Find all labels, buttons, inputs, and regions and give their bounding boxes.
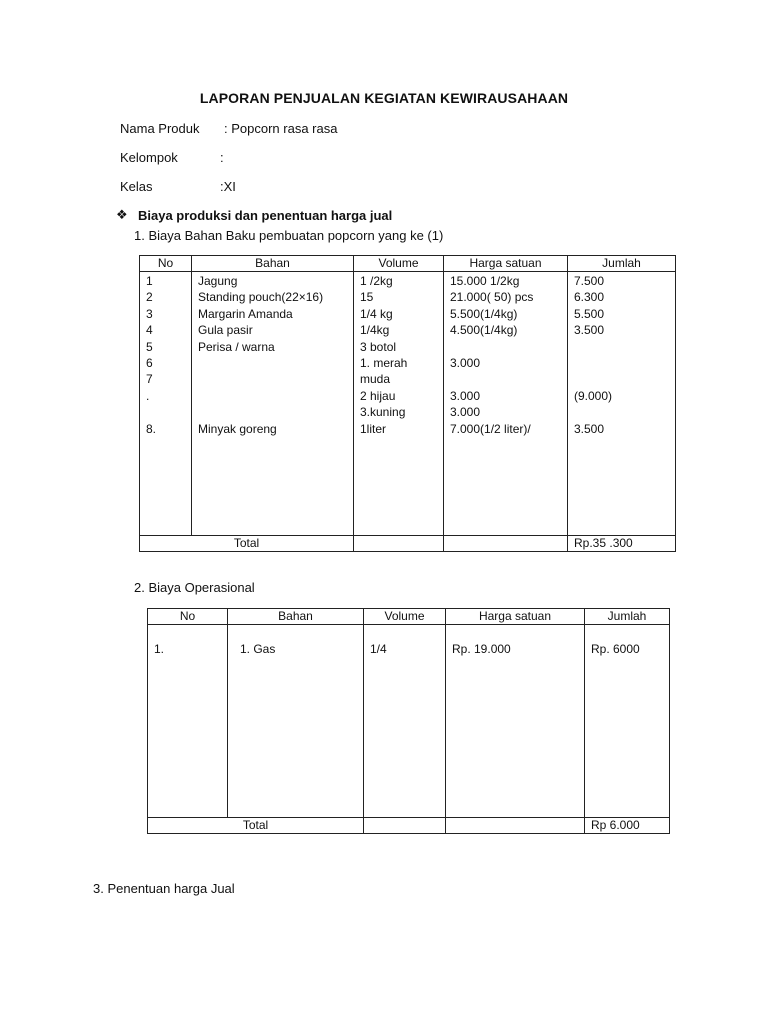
cell-harga: 3.000 bbox=[450, 388, 481, 403]
cell-harga: 21.000( 50) pcs bbox=[450, 290, 534, 305]
column-jumlah bbox=[568, 272, 676, 536]
cell-no: 1 bbox=[146, 274, 153, 288]
cell-bahan: Standing pouch(22×16) bbox=[198, 290, 324, 305]
column-header: No bbox=[140, 256, 192, 272]
cell-volume: 1/4kg bbox=[360, 323, 390, 338]
cell-harga: Rp. 19.000 bbox=[446, 625, 585, 818]
total-label: Total bbox=[140, 536, 354, 552]
diamond-bullet-icon: ❖ bbox=[116, 207, 128, 222]
table-total-row bbox=[148, 818, 670, 834]
cell-no: 4 bbox=[146, 323, 153, 338]
column-header: Harga satuan bbox=[444, 256, 568, 272]
cell-jumlah bbox=[574, 355, 669, 371]
cell-jumlah bbox=[574, 339, 669, 355]
cell-volume: 3 botol bbox=[360, 339, 397, 354]
cell-harga bbox=[450, 339, 561, 355]
cell-bahan bbox=[198, 388, 347, 404]
section-heading: Biaya produksi dan penentuan harga jual bbox=[138, 208, 393, 223]
cell-volume: 1/4 bbox=[364, 625, 446, 818]
cell-jumlah: Rp. 6000 bbox=[585, 625, 670, 818]
column-header: Volume bbox=[364, 609, 446, 625]
bahan-baku-table bbox=[139, 255, 676, 552]
total-label: Total bbox=[148, 818, 364, 834]
cell-harga: 4.500(1/4kg) bbox=[450, 323, 518, 338]
cell-volume: 1. merah bbox=[360, 355, 408, 370]
column-volume bbox=[354, 272, 444, 536]
cell-bahan: Margarin Amanda bbox=[198, 306, 293, 321]
info-label-kelas: Kelas bbox=[120, 179, 153, 194]
cell-bahan: Jagung bbox=[198, 274, 238, 288]
table-header-row bbox=[140, 256, 676, 272]
total-value: Rp 6.000 bbox=[585, 818, 670, 834]
cell-jumlah: 5.500 bbox=[574, 306, 605, 321]
total-value: Rp.35 .300 bbox=[568, 536, 676, 552]
cell-harga: 3.000 bbox=[450, 355, 481, 370]
column-header: No bbox=[148, 609, 228, 625]
document-title: LAPORAN PENJUALAN KEGIATAN KEWIRAUSAHAAN bbox=[199, 90, 569, 106]
table-total-row bbox=[140, 536, 676, 552]
cell-no: . bbox=[146, 388, 150, 403]
cell-harga: 5.500(1/4kg) bbox=[450, 306, 518, 321]
column-harga-satuan bbox=[444, 272, 568, 536]
cell-harga: 7.000(1/2 liter)/ bbox=[450, 421, 531, 436]
cell-jumlah bbox=[574, 371, 669, 387]
cell-bahan: Perisa / warna bbox=[198, 339, 275, 354]
column-header: Jumlah bbox=[568, 256, 676, 272]
cell-volume: muda bbox=[360, 372, 391, 387]
info-value-kelompok: : bbox=[220, 150, 224, 165]
cell-harga bbox=[450, 371, 561, 387]
cell-harga: 3.000 bbox=[450, 405, 481, 420]
cell-bahan bbox=[198, 371, 347, 387]
cell-jumlah: 7.500 bbox=[574, 274, 605, 288]
cell-bahan: 1. Gas bbox=[228, 625, 364, 818]
cell-no: 7 bbox=[146, 372, 153, 387]
cell-no: 6 bbox=[146, 355, 153, 370]
cell-volume: 1/4 kg bbox=[360, 306, 393, 321]
column-bahan bbox=[192, 272, 354, 536]
total-empty-cell bbox=[446, 818, 585, 834]
cell-jumlah: 3.500 bbox=[574, 323, 605, 338]
column-header: Jumlah bbox=[585, 609, 670, 625]
total-empty-cell bbox=[444, 536, 568, 552]
cell-harga: 15.000 1/2kg bbox=[450, 274, 520, 288]
cell-bahan: Gula pasir bbox=[198, 323, 253, 338]
total-empty-cell bbox=[364, 818, 446, 834]
cell-jumlah: 6.300 bbox=[574, 290, 605, 305]
cell-no: 2 bbox=[146, 290, 153, 305]
cell-no: 3 bbox=[146, 306, 153, 321]
operasional-table bbox=[147, 608, 670, 834]
cell-no: 5 bbox=[146, 339, 153, 354]
cell-volume: 3.kuning bbox=[360, 405, 406, 420]
info-label-kelompok: Kelompok bbox=[120, 150, 178, 165]
subsection-2-heading: 2. Biaya Operasional bbox=[134, 580, 255, 595]
cell-jumlah bbox=[574, 404, 669, 420]
cell-bahan: Minyak goreng bbox=[198, 421, 277, 436]
cell-no: 8. bbox=[146, 421, 157, 436]
table-body-row bbox=[148, 625, 670, 818]
cell-bahan bbox=[198, 355, 347, 371]
subsection-1-heading: 1. Biaya Bahan Baku pembuatan popcorn yang ke (1) bbox=[134, 228, 444, 243]
cell-jumlah: (9.000) bbox=[574, 388, 613, 403]
table-body-row bbox=[140, 272, 676, 536]
subsection-3-heading: 3. Penentuan harga Jual bbox=[93, 881, 235, 896]
cell-bahan bbox=[198, 404, 347, 420]
table-header-row bbox=[148, 609, 670, 625]
cell-volume: 2 hijau bbox=[360, 388, 396, 403]
cell-jumlah: 3.500 bbox=[574, 421, 605, 436]
cell-volume: 1liter bbox=[360, 421, 387, 436]
column-header: Bahan bbox=[192, 256, 354, 272]
info-value-kelas: :XI bbox=[220, 179, 236, 194]
cell-volume: 15 bbox=[360, 290, 374, 305]
column-header: Harga satuan bbox=[446, 609, 585, 625]
column-header: Bahan bbox=[228, 609, 364, 625]
info-label-nama-produk: Nama Produk bbox=[120, 121, 200, 136]
cell-no: 1. bbox=[148, 625, 228, 818]
cell-volume: 1 /2kg bbox=[360, 274, 393, 288]
info-value-nama-produk: : Popcorn rasa rasa bbox=[224, 121, 338, 136]
cell-no bbox=[146, 404, 185, 420]
column-no bbox=[140, 272, 192, 536]
column-header: Volume bbox=[354, 256, 444, 272]
total-empty-cell bbox=[354, 536, 444, 552]
